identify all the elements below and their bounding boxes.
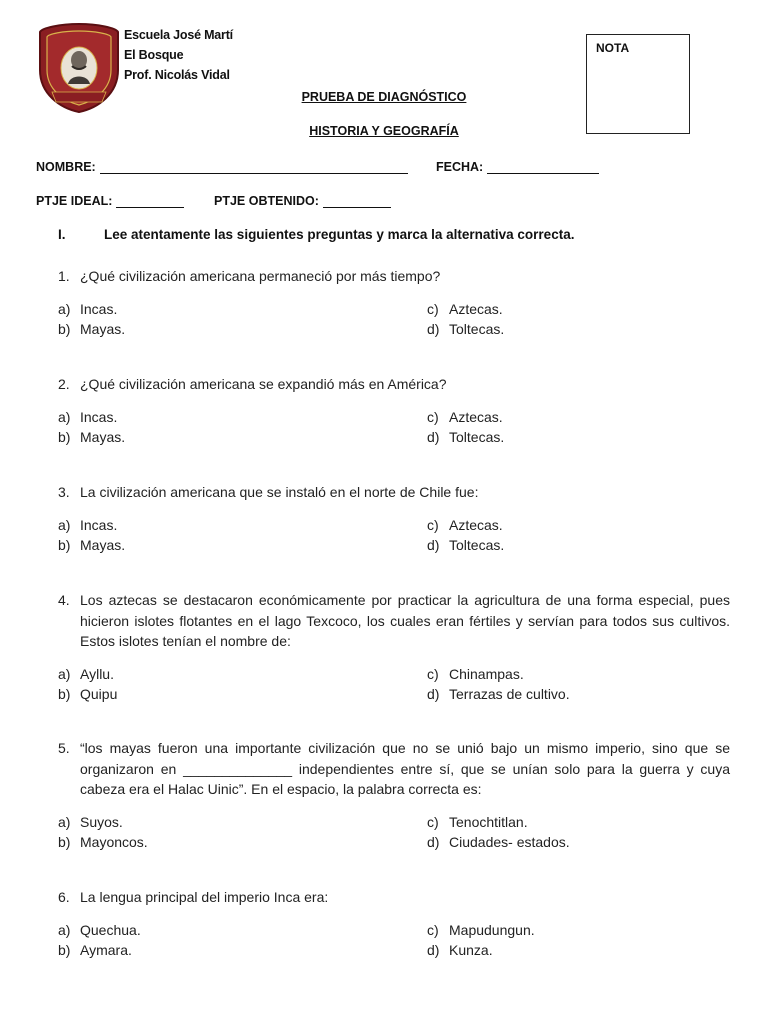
- option-6d[interactable]: [427, 940, 493, 961]
- option-1b[interactable]: [58, 319, 125, 340]
- grade-box: [586, 34, 690, 134]
- option-text: Mayoncos.: [80, 834, 148, 850]
- name-label: NOMBRE:: [36, 160, 96, 174]
- exam-title: PRUEBA DE DIAGNÓSTICO: [301, 90, 467, 104]
- option-letter: b): [58, 834, 71, 850]
- option-letter: d): [427, 321, 440, 337]
- date-field[interactable]: [436, 160, 599, 174]
- ideal-score-field[interactable]: [36, 194, 184, 208]
- option-letter: b): [58, 429, 71, 445]
- option-text: Mayas.: [80, 429, 126, 445]
- question-3: [58, 482, 730, 503]
- obtained-score-field[interactable]: [214, 194, 391, 208]
- option-6b[interactable]: [58, 940, 132, 961]
- option-text: Ciudades- estados.: [449, 834, 570, 850]
- option-text: Incas.: [80, 517, 118, 533]
- option-text: Incas.: [80, 301, 118, 317]
- option-text: Terrazas de cultivo.: [449, 686, 570, 702]
- option-letter: b): [58, 686, 71, 702]
- option-text: Aztecas.: [449, 301, 503, 317]
- option-text: Mapudungun.: [449, 922, 535, 938]
- option-letter: a): [58, 409, 71, 425]
- option-4d[interactable]: [427, 684, 570, 705]
- exam-subject: HISTORIA Y GEOGRAFÍA: [309, 124, 459, 138]
- option-text: Tenochtitlan.: [449, 814, 528, 830]
- option-3b[interactable]: [58, 535, 125, 556]
- question-1: [58, 266, 730, 287]
- option-letter: b): [58, 321, 71, 337]
- option-letter: c): [427, 922, 439, 938]
- option-letter: d): [427, 686, 440, 702]
- name-blank[interactable]: [100, 161, 408, 174]
- option-letter: c): [427, 409, 439, 425]
- option-letter: b): [58, 537, 71, 553]
- option-5d[interactable]: [427, 832, 570, 853]
- option-text: Aymara.: [80, 942, 132, 958]
- question-text: Los aztecas se destacaron económicamente por practicar la agricultura de una forma especial, pues hicieron islotes flotantes en el lago Texcoco, los cuales eran fértiles y servían para todos sus cultivos. Estos islotes tenían el nombre de:: [80, 592, 730, 649]
- option-letter: b): [58, 942, 71, 958]
- question-number: 3.: [58, 484, 70, 500]
- option-letter: c): [427, 666, 439, 682]
- option-2c[interactable]: [427, 407, 503, 428]
- option-2a[interactable]: [58, 407, 117, 428]
- school-name: Escuela José Martí: [124, 28, 233, 42]
- school-location: El Bosque: [124, 48, 184, 62]
- option-letter: a): [58, 666, 71, 682]
- question-text: La lengua principal del imperio Inca era:: [80, 889, 329, 905]
- option-6a[interactable]: [58, 920, 141, 941]
- option-text: Aztecas.: [449, 409, 503, 425]
- question-text: ¿Qué civilización americana se expandió más en América?: [80, 376, 447, 392]
- option-text: Quipu: [80, 686, 118, 702]
- option-2d[interactable]: [427, 427, 504, 448]
- question-text: “los mayas fueron una importante civilización que no se unió bajo un mismo imperio, sino que se organizaron en ______________ independientes entre sí, que se unían solo para la guerra y cuya cabeza era el Halac Uinic”. En el espacio, la palabra correcta es:: [80, 740, 730, 797]
- grade-label: NOTA: [596, 41, 630, 55]
- option-letter: c): [427, 301, 439, 317]
- question-number: 1.: [58, 268, 70, 284]
- option-5a[interactable]: [58, 812, 123, 833]
- ideal-score-label: PTJE IDEAL:: [36, 194, 113, 208]
- section-number: I.: [58, 227, 66, 242]
- name-field[interactable]: [36, 160, 408, 174]
- option-1c[interactable]: [427, 299, 503, 320]
- obtained-score-label: PTJE OBTENIDO:: [214, 194, 319, 208]
- teacher-name: Prof. Nicolás Vidal: [124, 68, 230, 82]
- option-5c[interactable]: [427, 812, 528, 833]
- option-text: Suyos.: [80, 814, 123, 830]
- option-text: Toltecas.: [449, 429, 505, 445]
- question-number: 6.: [58, 889, 70, 905]
- option-letter: d): [427, 537, 440, 553]
- option-text: Mayas.: [80, 537, 126, 553]
- option-4b[interactable]: [58, 684, 117, 705]
- question-6: [58, 887, 730, 908]
- option-text: Ayllu.: [80, 666, 114, 682]
- question-number: 5.: [58, 740, 70, 756]
- option-6c[interactable]: [427, 920, 535, 941]
- option-letter: a): [58, 814, 71, 830]
- question-text: La civilización americana que se instaló en el norte de Chile fue:: [80, 484, 479, 500]
- option-3d[interactable]: [427, 535, 504, 556]
- option-4a[interactable]: [58, 664, 114, 685]
- option-3c[interactable]: [427, 515, 503, 536]
- option-text: Mayas.: [80, 321, 126, 337]
- option-text: Kunza.: [449, 942, 493, 958]
- question-number: 4.: [58, 592, 70, 608]
- option-5b[interactable]: [58, 832, 148, 853]
- obtained-score-blank[interactable]: [323, 195, 391, 208]
- question-2: [58, 374, 730, 395]
- question-5: [58, 738, 730, 800]
- date-blank[interactable]: [487, 161, 599, 174]
- question-4: [58, 590, 730, 652]
- option-letter: a): [58, 301, 71, 317]
- section-instruction: Lee atentamente las siguientes preguntas y marca la alternativa correcta.: [104, 227, 575, 242]
- option-letter: a): [58, 517, 71, 533]
- option-letter: d): [427, 834, 440, 850]
- option-1d[interactable]: [427, 319, 504, 340]
- question-number: 2.: [58, 376, 70, 392]
- option-1a[interactable]: [58, 299, 117, 320]
- option-3a[interactable]: [58, 515, 117, 536]
- option-4c[interactable]: [427, 664, 524, 685]
- option-letter: d): [427, 429, 440, 445]
- option-text: Aztecas.: [449, 517, 503, 533]
- option-text: Quechua.: [80, 922, 141, 938]
- ideal-score-blank[interactable]: [116, 195, 184, 208]
- option-letter: c): [427, 517, 439, 533]
- option-letter: a): [58, 922, 71, 938]
- option-text: Incas.: [80, 409, 118, 425]
- option-letter: d): [427, 942, 440, 958]
- option-text: Toltecas.: [449, 537, 505, 553]
- option-text: Chinampas.: [449, 666, 524, 682]
- section-title: [58, 227, 574, 242]
- option-2b[interactable]: [58, 427, 125, 448]
- option-text: Toltecas.: [449, 321, 505, 337]
- question-text: ¿Qué civilización americana permaneció por más tiempo?: [80, 268, 441, 284]
- option-letter: c): [427, 814, 439, 830]
- date-label: FECHA:: [436, 160, 484, 174]
